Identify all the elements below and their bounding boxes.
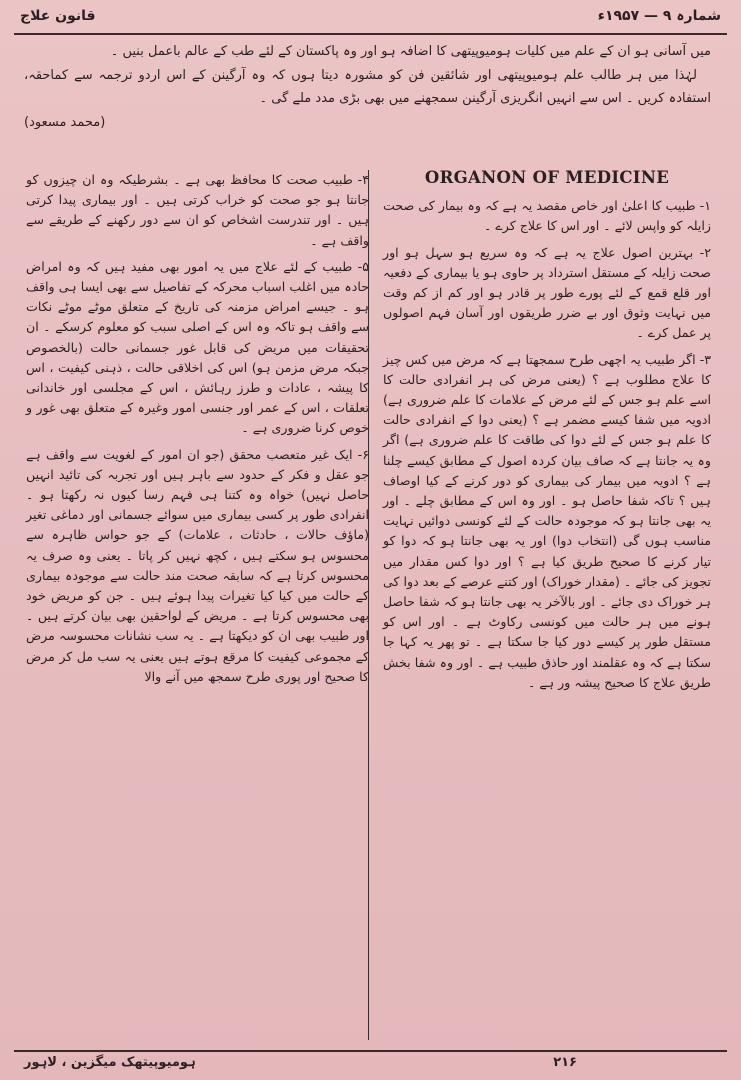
running-header bbox=[14, 6, 727, 32]
intro-paragraph: میں آسانی ہو ان کے علم میں کلیات ہومیوپیتھی کا اضافہ ہو اور وہ پاکستان کے لئے طب کے عالم باعمل بنیں ۔ bbox=[110, 44, 711, 59]
section-title: قانون علاج bbox=[20, 8, 96, 24]
aphorism-1: ۱- طبیب کا اعلیٰ اور خاص مقصد یہ ہے کہ وہ بیمار کی صحت زایلہ کو واپس لائے ۔ اور اس کا علاج کرے ۔ bbox=[383, 198, 711, 234]
page-number: ۲۱۶ bbox=[553, 1055, 577, 1070]
intro-paragraph: لہٰذا میں ہر طالب علم ہومیوپیتھی اور شائقین فن کو مشورہ دیتا ہوں کہ وہ آرگینن کے اس اردو ترجمہ سے کماحقہ، استفادہ کریں ۔ اس سے انہیں انگریزی آرگینن سمجھنے میں بھی بڑی مدد ملے گی ۔ bbox=[24, 67, 711, 106]
aphorism-4: ۴- طبیب صحت کا محافظ بھی ہے ۔ بشرطیکہ وہ ان چیزوں کو جانتا ہو جو صحت کو خراب کرتی ہیں ۔ اور بیماری پیدا کرتی ہیں ۔ اور تندرست اشخاص کو ان سے دور رکھنے کے طریقے سے واقف ہے ۔ bbox=[26, 172, 369, 248]
right-column bbox=[383, 168, 711, 1048]
issue-number: شمارہ ۹ — ۱۹۵۷ء bbox=[597, 8, 721, 24]
aphorism-5: ۵- طبیب کے لئے علاج میں یہ امور بھی مفید ہیں کہ وہ امراض حادہ میں اغلب اسباب محرکہ کے تفاصیل سے بھی ایسا ہی واقف ہو ۔ جیسے امراض مزمنہ کی تاریخ کے متعلق موٹے موٹے نکات سے واقف ہو تاکہ وہ اس کے اصلی سبب کو معلوم کرسکے ۔ ان تحقیقات میں مریض کی قابل غور جسمانی حالت (بالخصوص جبکہ مرض مزمن ہو) اس کی اخلاقی حالت ، ذہنی کیفیت ، اس کا پیشہ ، عادات و طرز رہائش ، اس کے مجلسی اور خاندانی تعلقات ، اس کے عمر اور جنسی امور وغیرہ کے متعلق بھی غور و خوص کرنا ضروری ہے ۔ bbox=[26, 258, 369, 436]
header-rule bbox=[14, 33, 727, 35]
footer-rule bbox=[14, 1050, 727, 1052]
running-footer bbox=[14, 1055, 727, 1077]
publication-name: ہومیوپیتھک میگزین ، لاہور bbox=[24, 1055, 196, 1070]
signature: (محمد مسعود) bbox=[24, 114, 106, 130]
aphorism-2: ۲- بہترین اصول علاج یہ ہے کہ وہ سریع ہو سہل ہو اور صحت زایلہ کے مستقل استرداد پر حاوی ہو یا بیماری کے دفعیہ اور قلع قمع کے لئے پورے طور پر قادر ہو اور کم از کم وقت میں نہایت وثوق اور بے ضرر طریقوں اور آسان فہم اصولوں پر عمل کرے ۔ bbox=[383, 244, 711, 341]
section-heading: ORGANON OF MEDICINE bbox=[424, 168, 670, 187]
left-column bbox=[26, 170, 369, 1050]
aphorism-3: ۳- اگر طبیب یہ اچھی طرح سمجھتا ہے کہ مرض میں کس چیز کا علاج مطلوب ہے ؟ (یعنی مرض کی ہر انفرادی حالت کا اسے علم ہو جس کے لئے مرض کے علامات کا علم ضروری ہے) ادویہ میں شفا کیسے مضمر ہے ؟ (یعنی دوا کے انفرادی حالت کا علم ہو جس کے لئے دوا کی طاقت کا علم ضروری ہے) اگر وہ یہ جانتا ہے کہ صاف بیان کردہ اصول کے مطابق کیسے چلنا ہے ؟ ادویہ میں بیمار کی بیماری کو دور کرنے کے کیا اوصاف ہیں ؟ تاکہ شفا حاصل ہو ۔ اور وہ اس کے مطابق چلے ۔ اور یہ بھی جانتا ہو کہ موجودہ حالت کے لئے کونسی دوائیں نہایت مناسب ہوں گی (انتخاب دوا) اور یہ بھی جانتا ہو کہ دوا کو تیار کرنے کا صحیح طریق کیا ہے ؟ اور دوا کس مقدار میں تجویز کی جائے ۔ (مقدار خوراک) اور کتنے عرصے کے بعد دوا کی ہر خوراک دی جائے ۔ اور بالآخر یہ بھی جانتا ہو کہ شفا حاصل ہونے میں ہر حالت میں کونسی رکاوٹ ہے ۔ اور اس کو مستقل طور پر کیسے دور کیا جا سکتا ہے ۔ تو پھر یہ کہا جا سکتا ہے کہ وہ عقلمند اور حاذق طبیب ہے ۔ اور وہ شفا بخش طریق علاج کا صحیح پیشہ ور ہے ۔ bbox=[383, 351, 711, 690]
intro-block bbox=[24, 40, 711, 134]
aphorism-6: ۶- ایک غیر متعصب محقق (جو ان امور کے لغویت سے واقف ہے جو عقل و فکر کے حدود سے باہر ہیں اور تجربہ کی تائید انہیں حاصل نہیں) خواہ وہ کتنا ہی فہم رسا کیوں نہ رکھتا ہو ۔ انفرادی طور پر کسی بیماری میں سوائے جسمانی اور دماغی تغیر (ماؤف حالات ، حادثات ، علامات) کے جو حواس ظاہرہ سے محسوس ہو سکتے ہیں ، کچھ نہیں کر پاتا ۔ یعنی وہ صرف یہ محسوس کرتا ہے کہ سابقہ صحت مند حالت سے موجودہ بیماری کے حالت میں کیا کیا تغیرات پیدا ہوئے ہیں ۔ جن کو مریض خود بھی محسوس کرتا ہے ۔ مریض کے لواحقین بھی بیان کرتے ہیں ۔ اور طبیب بھی ان کو دیکھتا ہے ۔ یہ سب نشانات محسوسہ مرض کے مجموعی کیفیت کا مرقع ہوتے ہیں یعنی یہ سب مل کر مرض کا صحیح اور پوری طرح سمجھ میں آنے والا bbox=[26, 446, 369, 684]
